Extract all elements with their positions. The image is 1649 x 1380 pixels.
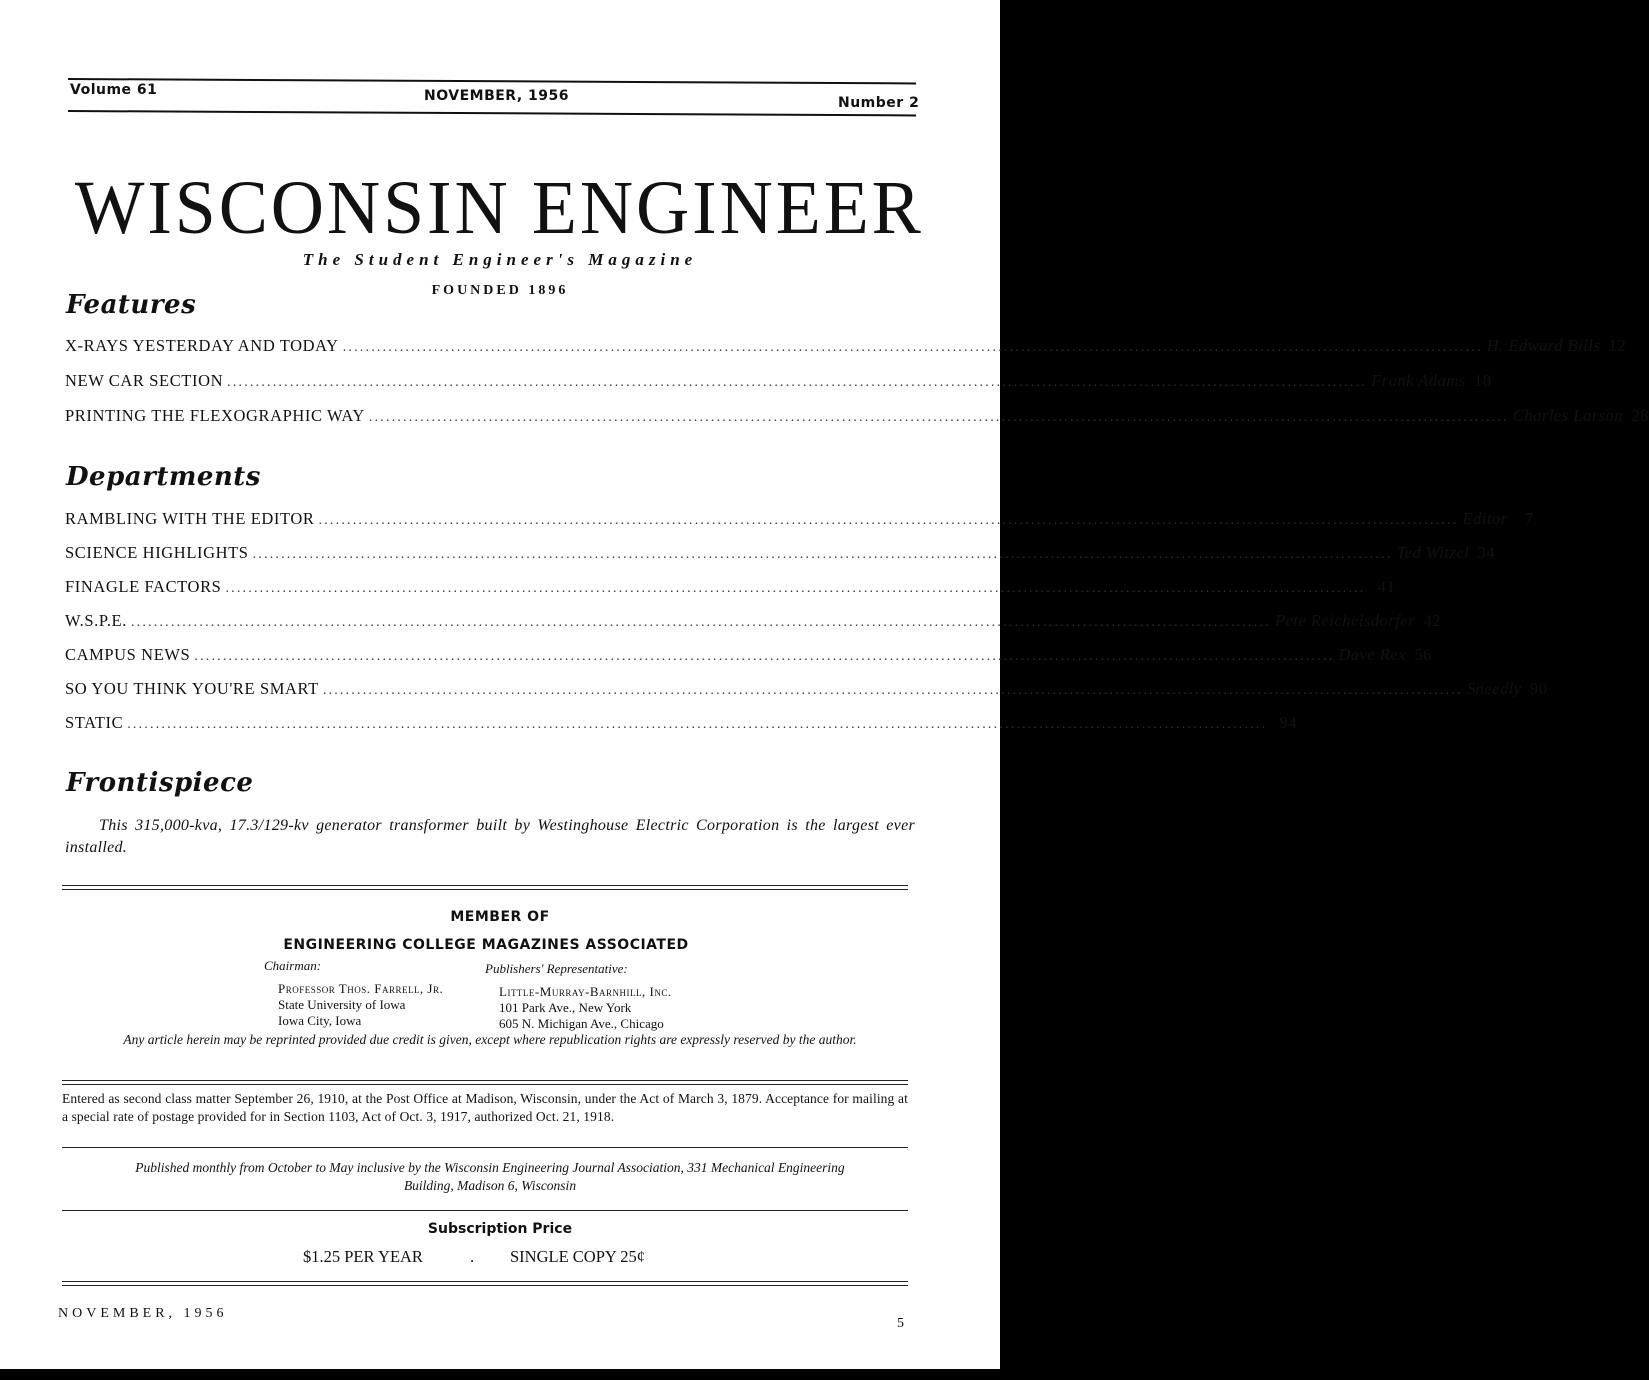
toc-entry-author: Sneedly (1466, 679, 1522, 698)
frontispiece-heading: Frontispiece (66, 768, 254, 798)
toc-entry (65, 675, 1548, 699)
toc-entry-title: SO YOU THINK YOU'RE SMART (65, 679, 319, 698)
chairman-name: Professor Thos. Farrell, Jr. (278, 981, 444, 996)
toc-dot-leader: ........................................................................................................................................................................................................ (252, 547, 1393, 562)
rep-address-ny: 101 Park Ave., New York (499, 1000, 632, 1015)
association-name: ENGINEERING COLLEGE MAGAZINES ASSOCIATED (283, 937, 689, 953)
frontispiece-caption: This 315,000-kva, 17.3/129-kv generator transformer built by Westinghouse Electric Corporation is the largest ever installed. (65, 817, 915, 856)
toc-entry-page: 28 (1631, 406, 1649, 425)
departments-heading: Departments (66, 462, 261, 492)
chairman-block (278, 981, 443, 1029)
rep-block (499, 984, 672, 1032)
toc-entry-title: X-RAYS YESTERDAY AND TODAY (65, 336, 339, 355)
toc-dot-leader: ........................................................................................................................................................................................................ (368, 410, 1509, 425)
magazine-title: WISCONSIN ENGINEER (74, 166, 924, 250)
toc-entry-title: FINAGLE FACTORS (65, 577, 222, 596)
toc-entry-page: 12 (1608, 336, 1627, 355)
toc-dot-leader: ........................................................................................................................................................................................................ (194, 649, 1335, 664)
divider (62, 885, 908, 890)
founded-line: FOUNDED 1896 (431, 283, 569, 298)
rep-label: Publishers' Representative: (485, 961, 628, 976)
volume-label: Volume 61 (70, 82, 158, 98)
toc-entry-author: H. Edward Bills (1486, 336, 1601, 355)
toc-entry (65, 505, 1534, 529)
toc-entry-author: Dave Rex (1338, 645, 1407, 664)
toc-entry (65, 332, 1627, 356)
toc-entry (65, 641, 1433, 665)
features-heading: Features (66, 290, 197, 320)
subscription-title: Subscription Price (427, 1221, 573, 1237)
toc-entry (65, 402, 1649, 426)
toc-dot-leader: ........................................................................................................................................................................................................ (322, 683, 1463, 698)
toc-dot-leader: ........................................................................................................................................................................................................ (127, 717, 1268, 732)
toc-entry-author: Editor (1462, 509, 1508, 528)
toc-entry-title: PRINTING THE FLEXOGRAPHIC WAY (65, 406, 365, 425)
toc-dot-leader: ........................................................................................................................................................................................................ (227, 375, 1368, 390)
toc-entry (65, 709, 1298, 733)
toc-entry (65, 607, 1442, 631)
footer-date: NOVEMBER, 1956 (58, 1306, 228, 1321)
divider (62, 1281, 908, 1286)
reprint-notice: Any article herein may be reprinted provided due credit is given, except where republication rights are expressly reserved by the author. (123, 1032, 857, 1047)
toc-entry-author: Frank Adams (1371, 371, 1466, 390)
rep-address-chicago: 605 N. Michigan Ave., Chicago (499, 1016, 664, 1031)
chairman-institution: State University of Iowa (278, 997, 406, 1012)
toc-entry-page: 94 (1279, 713, 1298, 732)
rep-name: Little-Murray-Barnhill, Inc. (499, 984, 672, 999)
chairman-city: Iowa City, Iowa (278, 1013, 362, 1028)
header-bottom-rule (68, 110, 916, 116)
toc-entry-page: 90 (1529, 679, 1548, 698)
toc-entry (65, 539, 1496, 563)
toc-entry-title: STATIC (65, 713, 124, 732)
toc-dot-leader: ........................................................................................................................................................................................................ (318, 513, 1459, 528)
magazine-subtitle: The Student Engineer's Magazine (302, 250, 698, 269)
toc-entry-title: CAMPUS NEWS (65, 645, 191, 664)
divider (62, 1080, 908, 1085)
toc-entry-page: 42 (1423, 611, 1442, 630)
issue-date: NOVEMBER, 1956 (424, 88, 570, 104)
toc-dot-leader: ........................................................................................................................................................................................................ (342, 340, 1483, 355)
page-number: 5 (897, 1316, 904, 1331)
divider (62, 1210, 908, 1211)
toc-entry-title: NEW CAR SECTION (65, 371, 224, 390)
toc-entry-title: SCIENCE HIGHLIGHTS (65, 543, 249, 562)
entered-notice: Entered as second class matter September 26, 1910, at the Post Office at Madison, Wisconsin, under the Act of March 3, 1879. Acceptance for mailing at a special rate of postage provided for in Section 1103, Act of Oct. 3, 1917, authorized Oct. 21, 1918. (62, 1091, 908, 1124)
toc-entry-title: W.S.P.E. (65, 611, 127, 630)
member-of-title: MEMBER OF (450, 909, 550, 925)
toc-dot-leader: ........................................................................................................................................................................................................ (225, 581, 1366, 596)
toc-dot-leader: ........................................................................................................................................................................................................ (130, 615, 1271, 630)
published-notice: Published monthly from October to May inclusive by the Wisconsin Engineering Journal Association, 331 Mechanical Engineering Building, Madison 6, Wisconsin (135, 1160, 845, 1193)
toc-entry-author: Charles Larson (1512, 406, 1624, 425)
toc-entry-page: 34 (1477, 543, 1496, 562)
toc-entry-author: Ted Witzel (1396, 543, 1470, 562)
toc-entry-page: 7 (1524, 509, 1534, 528)
toc-entry (65, 573, 1396, 597)
subscription-separator: . (470, 1247, 475, 1266)
toc-entry-title: RAMBLING WITH THE EDITOR (65, 509, 315, 528)
issue-number: Number 2 (838, 95, 920, 111)
chairman-label: Chairman: (264, 958, 322, 973)
subscription-per-year: $1.25 PER YEAR (303, 1247, 423, 1266)
toc-entry (65, 367, 1492, 391)
header-top-rule (68, 78, 916, 84)
divider (62, 1147, 908, 1148)
toc-entry-page: 56 (1414, 645, 1433, 664)
toc-entry-page: 18 (1474, 371, 1492, 390)
toc-entry-page: 41 (1377, 577, 1396, 596)
toc-entry-author: Pete Reichelsdorfer (1274, 611, 1416, 630)
subscription-single-copy: SINGLE COPY 25¢ (510, 1247, 646, 1266)
